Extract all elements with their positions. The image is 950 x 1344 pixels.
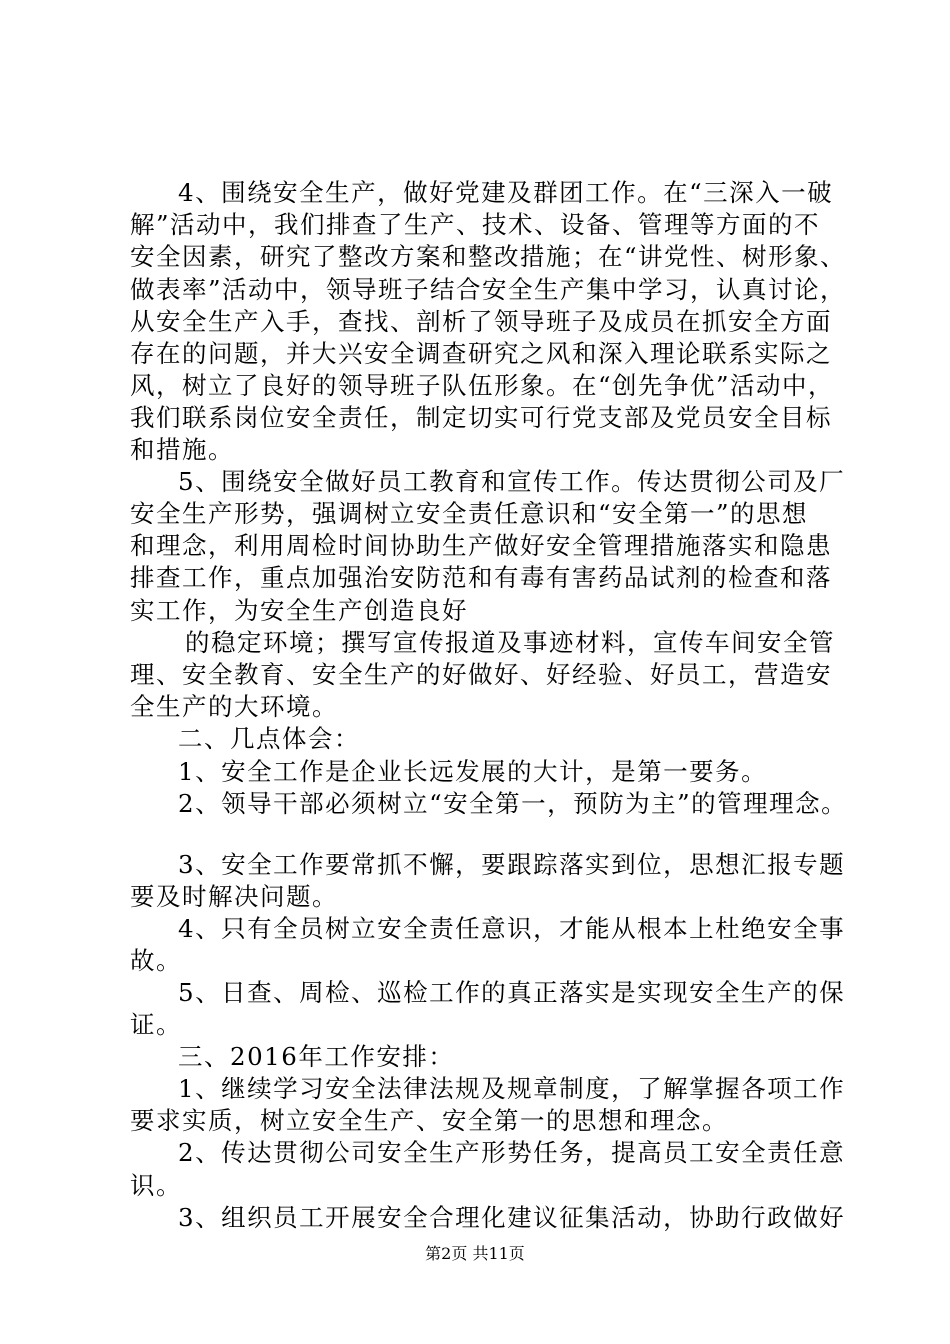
paragraph-line: 排查工作，重点加强治安防范和有毒有害药品试剂的检查和落 (130, 563, 832, 592)
paragraph-line: 安全因素，研究了整改方案和整改措施；在“讲党性、树形象、 (130, 242, 847, 271)
paragraph-line: 3、组织员工开展安全合理化建议征集活动，协助行政做好 (178, 1203, 846, 1232)
section-heading: 三、2016年工作安排： (178, 1042, 455, 1071)
paragraph-line: 4、只有全员树立安全责任意识，才能从根本上杜绝安全事 (178, 914, 846, 943)
paragraph-line: 1、继续学习安全法律法规及规章制度，了解掌握各项工作 (178, 1074, 846, 1103)
paragraph-line: 实工作，为安全生产创造良好 (130, 596, 468, 625)
paragraph-line: 从安全生产入手，查找、剖析了领导班子及成员在抓安全方面 (130, 307, 832, 336)
paragraph-line: 证。 (130, 1010, 182, 1039)
paragraph-line: 我们联系岗位安全责任，制定切实可行党支部及党员安全目标 (130, 403, 832, 432)
paragraph-line: 故。 (130, 946, 182, 975)
paragraph-line: 3、安全工作要常抓不懈，要跟踪落实到位，思想汇报专题 (178, 850, 846, 879)
paragraph-line: 要及时解决问题。 (130, 882, 338, 911)
paragraph-line: 全生产的大环境。 (130, 692, 338, 721)
paragraph-line: 4、围绕安全生产，做好党建及群团工作。在“三深入一破 (178, 178, 834, 207)
paragraph-line: 5、围绕安全做好员工教育和宣传工作。传达贯彻公司及厂 (178, 467, 846, 496)
paragraph-line: 存在的问题，并大兴安全调查研究之风和深入理论联系实际之 (130, 339, 832, 368)
paragraph-line: 2、传达贯彻公司安全生产形势任务，提高员工安全责任意 (178, 1138, 846, 1167)
page-footer: 第2页 共11页 (425, 1244, 525, 1263)
paragraph-line: 要求实质，树立安全生产、安全第一的思想和理念。 (130, 1106, 728, 1135)
paragraph-line: 的稳定环境；撰写宣传报道及事迹材料，宣传车间安全管 (185, 628, 835, 657)
paragraph-line: 安全生产形势，强调树立安全责任意识和“安全第一”的思想 (130, 499, 809, 528)
paragraph-line: 1、安全工作是企业长远发展的大计，是第一要务。 (178, 757, 768, 786)
paragraph-line: 解”活动中，我们排查了生产、技术、设备、管理等方面的不 (130, 210, 821, 239)
paragraph-line: 做表率”活动中，领导班子结合安全生产集中学习，认真讨论， (130, 275, 847, 304)
paragraph-line: 理、安全教育、安全生产的好做好、好经验、好员工，营造安 (130, 660, 832, 689)
paragraph-line: 和措施。 (130, 435, 234, 464)
paragraph-line: 5、日查、周检、巡检工作的真正落实是实现安全生产的保 (178, 978, 846, 1007)
section-heading: 二、几点体会： (178, 724, 360, 753)
paragraph-line: 识。 (130, 1171, 182, 1200)
paragraph-line: 和理念，利用周检时间协助生产做好安全管理措施落实和隐患 (130, 531, 832, 560)
paragraph-line: 风，树立了良好的领导班子队伍形象。在“创先争优”活动中， (130, 371, 835, 400)
paragraph-line: 2、领导干部必须树立“安全第一，预防为主”的管理理念。 (178, 789, 848, 818)
